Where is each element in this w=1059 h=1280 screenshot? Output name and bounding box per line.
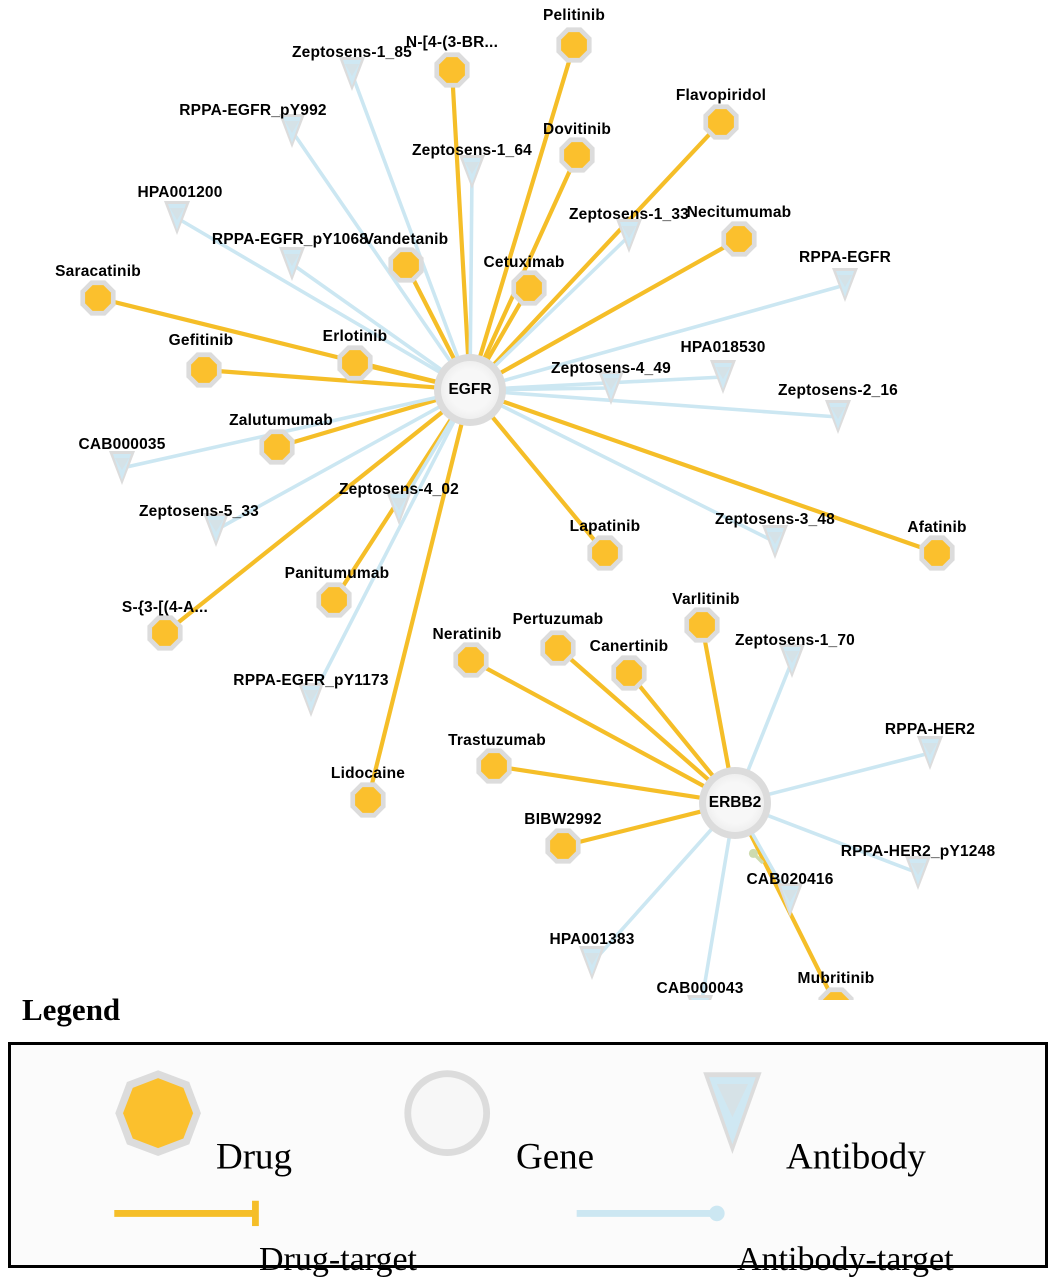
drug-node[interactable] xyxy=(80,280,115,315)
antibody-node[interactable] xyxy=(917,736,943,770)
drug-label: Pertuzumab xyxy=(512,611,604,628)
antibody-label: RPPA-EGFR xyxy=(799,249,891,266)
drug-label: Saracatinib xyxy=(55,263,141,280)
drug-node[interactable] xyxy=(559,137,594,172)
edge xyxy=(452,70,469,364)
antibody-label: HPA018530 xyxy=(680,339,766,356)
drug-label: BIBW2992 xyxy=(524,811,602,828)
drug-label: Vandetanib xyxy=(363,231,449,248)
legend-gene-icon xyxy=(404,1070,490,1156)
drug-label: Canertinib xyxy=(589,638,669,655)
antibody-label: RPPA-HER2_pY1248 xyxy=(840,843,996,860)
antibody-label: CAB000035 xyxy=(78,436,166,453)
antibody-node[interactable] xyxy=(832,268,858,302)
drug-node[interactable] xyxy=(611,655,646,690)
antibody-label: RPPA-EGFR_pY992 xyxy=(179,102,327,119)
edge xyxy=(470,172,472,364)
drug-node[interactable] xyxy=(453,642,488,677)
antibody-label: Zeptosens-5_33 xyxy=(139,503,259,520)
antibody-node[interactable] xyxy=(164,201,190,235)
legend-label-antibody: Antibody xyxy=(786,1136,926,1178)
drug-node[interactable] xyxy=(818,987,853,1000)
antibody-label: Zeptosens-1_64 xyxy=(412,142,532,159)
antibody-node[interactable] xyxy=(459,155,485,189)
antibody-label: RPPA-EGFR_pY1173 xyxy=(233,672,389,689)
legend-antibody-edge xyxy=(577,1206,725,1222)
drug-node[interactable] xyxy=(147,615,182,650)
antibody-label: CAB000043 xyxy=(656,980,744,997)
drug-label: N-[4-(3-BR... xyxy=(405,34,499,51)
antibody-label: Zeptosens-1_33 xyxy=(569,206,689,223)
antibody-label: Zeptosens-4_02 xyxy=(339,481,459,498)
edge xyxy=(745,661,792,779)
antibody-label: HPA001200 xyxy=(137,184,223,201)
antibody-node[interactable] xyxy=(339,57,365,91)
drug-node[interactable] xyxy=(388,247,423,282)
legend-box xyxy=(8,1042,1048,1278)
antibody-node[interactable] xyxy=(279,247,305,281)
drug-node[interactable] xyxy=(919,535,954,570)
antibody-node[interactable] xyxy=(109,451,135,485)
drug-label: Lapatinib xyxy=(569,518,641,535)
legend-drug-icon xyxy=(115,1070,201,1156)
drug-node[interactable] xyxy=(434,52,469,87)
drug-node[interactable] xyxy=(186,352,221,387)
legend-label-drug-target: Drug-target xyxy=(259,1241,417,1278)
edge xyxy=(495,399,937,553)
drug-label: Lidocaine xyxy=(330,765,406,782)
edge xyxy=(702,625,730,777)
drug-label: Gefitinib xyxy=(168,332,234,349)
drug-node[interactable] xyxy=(259,429,294,464)
antibody-node[interactable] xyxy=(905,856,931,890)
drug-node[interactable] xyxy=(337,345,372,380)
edge xyxy=(629,673,719,783)
drug-label: Pelitinib xyxy=(542,7,606,24)
edge xyxy=(496,388,611,390)
antibody-label: Zeptosens-2_16 xyxy=(778,382,898,399)
drug-node[interactable] xyxy=(476,748,511,783)
drug-node[interactable] xyxy=(703,104,738,139)
edge xyxy=(352,74,461,366)
drug-label: Flavopiridol xyxy=(675,87,767,104)
antibody-label: CAB020416 xyxy=(746,871,834,888)
drug-node[interactable] xyxy=(511,270,546,305)
drug-label: Panitumumab xyxy=(284,565,390,582)
edge xyxy=(700,829,731,1000)
antibody-label: HPA001383 xyxy=(549,931,635,948)
drug-label: Trastuzumab xyxy=(448,732,546,749)
drug-label: Necitumumab xyxy=(686,204,792,221)
drug-label: Varlitinib xyxy=(672,591,740,608)
drug-node[interactable] xyxy=(545,828,580,863)
antibody-node[interactable] xyxy=(616,219,642,253)
drug-label: S-{3-[(4-A... xyxy=(121,599,209,616)
drug-label: Cetuximab xyxy=(483,254,565,271)
antibody-label: Zeptosens-1_85 xyxy=(292,44,412,61)
legend-label-drug: Drug xyxy=(216,1136,293,1178)
edge-dot-endpoint xyxy=(749,849,758,858)
drug-node[interactable] xyxy=(684,607,719,642)
drug-label: Neratinib xyxy=(432,626,502,643)
drug-node[interactable] xyxy=(721,221,756,256)
drug-label: Afatinib xyxy=(907,519,967,536)
edge xyxy=(478,45,574,365)
drug-node[interactable] xyxy=(316,582,351,617)
antibody-label: Zeptosens-3_48 xyxy=(715,511,835,528)
drug-node[interactable] xyxy=(540,630,575,665)
drug-node[interactable] xyxy=(587,535,622,570)
antibody-node[interactable] xyxy=(762,525,788,559)
legend-title: Legend xyxy=(22,992,121,1027)
gene-label: ERBB2 xyxy=(708,794,762,811)
antibody-label: RPPA-HER2 xyxy=(884,721,976,738)
edge xyxy=(760,753,930,797)
drug-node[interactable] xyxy=(350,782,385,817)
legend-label-antibody-target: Antibody-target xyxy=(737,1241,954,1278)
antibody-label: RPPA-EGFR_pY1068 xyxy=(211,231,369,248)
legend-label-gene: Gene xyxy=(516,1136,595,1178)
antibody-node[interactable] xyxy=(579,946,605,980)
antibody-label: Zeptosens-4_49 xyxy=(551,360,671,377)
legend-drug-edge xyxy=(114,1201,255,1226)
drug-label: Erlotinib xyxy=(322,328,388,345)
drug-label: Dovitinib xyxy=(542,121,612,138)
drug-node[interactable] xyxy=(556,27,591,62)
drug-label: Mubritinib xyxy=(797,970,875,987)
drug-label: Zalutumumab xyxy=(229,412,333,429)
antibody-label: Zeptosens-1_70 xyxy=(735,632,855,649)
legend-antibody-icon xyxy=(703,1072,761,1154)
gene-label: EGFR xyxy=(448,381,492,398)
